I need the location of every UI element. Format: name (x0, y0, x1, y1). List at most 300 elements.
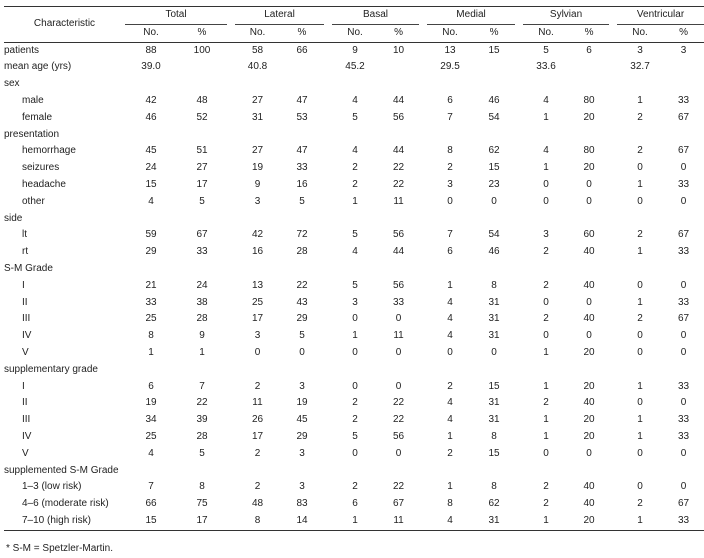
cell-percent: 5 (299, 330, 305, 342)
cell-count: 45 (145, 145, 157, 157)
column-gap (515, 143, 523, 160)
cell-count: 2 (254, 447, 261, 459)
cell-count: 58 (251, 44, 264, 56)
row-label: IV (22, 430, 32, 442)
column-gap (419, 328, 427, 345)
column-gap (515, 295, 523, 312)
column-gap (515, 412, 523, 429)
cell-count: 4 (148, 447, 154, 459)
column-gap (609, 76, 617, 93)
cell-percent (177, 127, 227, 144)
row-label: presentation (4, 128, 60, 140)
cell-count (235, 261, 280, 278)
cell-count (617, 463, 663, 480)
cell-percent: 27 (196, 162, 208, 174)
column-gap (227, 143, 235, 160)
table-row (4, 194, 704, 211)
cell-count (235, 463, 280, 480)
cell-count: 2 (352, 414, 358, 426)
cell-count (617, 127, 663, 144)
pct-header: % (569, 24, 609, 42)
table-row (4, 295, 704, 312)
no-header: No. (125, 24, 177, 42)
cell-count (523, 127, 569, 144)
cell-count: 24 (145, 162, 157, 174)
cell-percent (177, 211, 227, 228)
cell-count: 6 (148, 380, 154, 392)
cell-percent (569, 211, 609, 228)
column-gap (609, 261, 617, 278)
column-gap (419, 227, 427, 244)
column-gap (609, 446, 617, 463)
column-gap (609, 278, 617, 295)
column-gap (419, 261, 427, 278)
cell-count (332, 261, 378, 278)
cell-count: 8 (148, 330, 154, 342)
cell-percent (177, 76, 227, 93)
table-row (4, 143, 704, 160)
no-header: No. (332, 24, 378, 42)
cell-percent (663, 261, 704, 278)
row-label: supplementary grade (4, 363, 98, 375)
column-gap (609, 127, 617, 144)
column-gap (515, 362, 523, 379)
cell-count: 2 (352, 397, 358, 409)
cell-count (332, 127, 378, 144)
column-gap (515, 194, 523, 211)
row-label: V (22, 346, 29, 358)
cell-count: 34 (145, 414, 157, 426)
cell-count (125, 127, 177, 144)
group-header-total: Total (125, 7, 227, 25)
table-row (4, 311, 704, 328)
cell-count: 1 (543, 430, 549, 442)
cell-count: 3 (352, 296, 358, 308)
cell-percent: 80 (583, 94, 595, 106)
cell-percent: 5 (199, 447, 205, 459)
cell-percent (569, 362, 609, 379)
cell-count (427, 362, 473, 379)
table-row (4, 76, 704, 93)
column-gap (515, 345, 523, 362)
column-gap (515, 395, 523, 412)
cell-percent: 8 (491, 430, 497, 442)
cell-percent: 40 (583, 481, 595, 493)
cell-count: 42 (251, 229, 264, 241)
column-gap (324, 143, 332, 160)
cell-count: 0 (543, 178, 549, 190)
column-gap (515, 93, 523, 110)
cell-percent (473, 463, 515, 480)
column-gap (419, 513, 427, 530)
row-label: 4–6 (moderate risk) (22, 498, 109, 510)
cell-count: 45.2 (345, 61, 365, 73)
column-gap (324, 244, 332, 261)
column-gap (609, 211, 617, 228)
cell-count: 9 (352, 44, 358, 56)
cell-percent: 45 (296, 414, 308, 426)
column-gap (609, 227, 617, 244)
table-row (4, 127, 704, 144)
column-gap (609, 59, 617, 76)
cell-percent: 20 (583, 380, 595, 392)
column-gap (515, 127, 523, 144)
cell-percent (473, 211, 515, 228)
cell-percent: 14 (280, 513, 324, 530)
cell-count: 15 (125, 513, 177, 530)
cell-count: 19 (145, 397, 157, 409)
cell-percent: 72 (296, 229, 308, 241)
cell-count (523, 362, 569, 379)
cell-count: 6 (447, 94, 453, 106)
cell-count: 1 (637, 380, 643, 392)
cell-count: 4 (543, 145, 549, 157)
cell-percent: 67 (392, 498, 405, 510)
cell-percent: 40 (583, 397, 595, 409)
column-gap (419, 379, 427, 396)
cell-percent: 31 (488, 330, 500, 342)
table-row (4, 463, 704, 480)
cell-count: 1 (543, 346, 549, 358)
cell-percent: 60 (583, 229, 595, 241)
cell-count: 2 (543, 313, 549, 325)
cell-percent: 29 (296, 313, 308, 325)
cell-count: 25 (145, 313, 157, 325)
column-gap (419, 244, 427, 261)
column-gap (227, 110, 235, 127)
column-gap (515, 76, 523, 93)
column-gap (515, 244, 523, 261)
cell-percent: 0 (680, 195, 687, 207)
cell-count: 13 (444, 44, 456, 56)
table-row (4, 93, 704, 110)
cell-count: 1 (637, 246, 643, 258)
cell-percent: 11 (393, 330, 404, 342)
column-gap (227, 463, 235, 480)
cell-count (427, 127, 473, 144)
cell-percent: 29 (296, 430, 308, 442)
column-gap (227, 59, 235, 76)
column-gap (515, 227, 523, 244)
cell-percent: 31 (488, 296, 500, 308)
column-gap (515, 429, 523, 446)
cell-percent: 38 (196, 296, 208, 308)
cell-percent: 3 (299, 380, 305, 392)
cell-count: 0 (637, 397, 643, 409)
cell-count: 17 (251, 313, 264, 325)
cell-count (427, 76, 473, 93)
cell-percent: 40 (583, 498, 595, 510)
cell-percent: 62 (488, 145, 500, 157)
cell-count: 4 (148, 195, 154, 207)
group-header-basal: Basal (332, 7, 419, 25)
cell-count: 2 (352, 178, 358, 190)
cell-count: 0 (637, 195, 643, 207)
column-gap (609, 412, 617, 429)
cell-count: 2 (637, 145, 643, 157)
cell-percent: 0 (680, 162, 687, 174)
row-label: V (22, 447, 29, 459)
column-gap (609, 143, 617, 160)
cell-count: 39.0 (141, 61, 161, 73)
table-row (4, 59, 704, 76)
column-gap (324, 211, 332, 228)
cell-percent: 67 (677, 313, 690, 325)
column-gap (419, 463, 427, 480)
pct-header: % (663, 24, 704, 42)
column-gap (227, 177, 235, 194)
column-gap (515, 446, 523, 463)
cell-percent: 9 (199, 330, 205, 342)
column-gap (419, 345, 427, 362)
cell-percent: 33 (677, 178, 690, 190)
cell-count (332, 211, 378, 228)
column-gap (227, 76, 235, 93)
column-gap (419, 76, 427, 93)
cell-count: 29 (145, 246, 157, 258)
cell-count: 25 (145, 430, 157, 442)
column-gap (419, 160, 427, 177)
cell-count: 25 (251, 296, 264, 308)
column-gap (515, 59, 523, 76)
cell-count: 2 (637, 111, 643, 123)
cell-percent (473, 127, 515, 144)
cell-count: 1 (352, 195, 358, 207)
cell-count: 2 (254, 380, 261, 392)
cell-percent: 33 (677, 94, 690, 106)
column-gap (324, 362, 332, 379)
cell-count: 2 (447, 447, 453, 459)
column-gap (227, 362, 235, 379)
cell-count: 21 (145, 279, 157, 291)
cell-percent: 0 (395, 346, 402, 358)
cell-percent: 67 (677, 111, 690, 123)
column-gap (324, 227, 332, 244)
cell-percent (280, 362, 324, 379)
row-label: male (22, 94, 44, 106)
cell-percent: 56 (392, 279, 405, 291)
table-row (4, 261, 704, 278)
cell-count: 2 (447, 162, 453, 174)
column-gap (324, 59, 332, 76)
cell-percent: 54 (488, 111, 500, 123)
cell-percent: 33 (663, 513, 704, 530)
row-label: rt (22, 246, 29, 258)
cell-count: 2 (637, 313, 643, 325)
cell-percent: 46 (488, 246, 500, 258)
column-gap (324, 429, 332, 446)
characteristic-header: Characteristic (4, 7, 125, 43)
cell-percent: 0 (395, 380, 402, 392)
cell-count: 8 (235, 513, 280, 530)
column-gap (324, 311, 332, 328)
cell-count: 1 (352, 330, 358, 342)
table-row (4, 513, 704, 530)
cell-percent: 22 (392, 178, 405, 190)
table-row (4, 42, 704, 59)
table-row (4, 160, 704, 177)
column-gap (419, 194, 427, 211)
column-gap (227, 513, 235, 530)
cell-count (235, 76, 280, 93)
cell-percent: 33 (296, 162, 308, 174)
cell-percent: 51 (196, 145, 208, 157)
cell-percent: 40 (583, 279, 595, 291)
cell-count: 0 (254, 346, 261, 358)
cell-count: 46 (145, 111, 157, 123)
cell-count: 2 (543, 498, 549, 510)
cell-percent: 20 (583, 162, 595, 174)
cell-count: 40.8 (247, 61, 268, 73)
column-gap (227, 496, 235, 513)
cell-percent: 46 (488, 94, 500, 106)
cell-percent: 20 (583, 111, 595, 123)
cell-count: 2 (637, 498, 643, 510)
cell-percent: 22 (392, 481, 405, 493)
row-label: side (4, 212, 23, 224)
row-label: 1–3 (low risk) (22, 481, 82, 493)
cell-count: 1 (543, 111, 549, 123)
table-row (4, 278, 704, 295)
cell-count: 1 (543, 414, 549, 426)
cell-percent (569, 59, 609, 76)
cell-percent: 33 (392, 296, 405, 308)
cell-percent: 28 (296, 246, 308, 258)
cell-percent: 0 (586, 195, 592, 207)
cell-count: 29.5 (440, 61, 460, 73)
column-gap (609, 463, 617, 480)
cell-count: 2 (254, 481, 261, 493)
column-gap (419, 395, 427, 412)
column-gap (227, 395, 235, 412)
cell-count: 8 (447, 145, 453, 157)
cell-count: 4 (447, 296, 453, 308)
table-row (4, 328, 704, 345)
cell-count (523, 76, 569, 93)
cell-percent: 33 (677, 380, 690, 392)
cell-percent: 52 (196, 111, 208, 123)
column-gap (609, 194, 617, 211)
cell-percent: 0 (491, 195, 497, 207)
cell-count: 7 (447, 111, 453, 123)
cell-percent (569, 463, 609, 480)
column-gap (324, 479, 332, 496)
cell-percent: 8 (199, 481, 205, 493)
cell-percent (378, 261, 419, 278)
column-gap (227, 446, 235, 463)
cell-percent: 19 (296, 397, 308, 409)
cell-count: 0 (637, 330, 643, 342)
cell-count: 1 (523, 513, 569, 530)
cell-percent: 3 (299, 481, 305, 493)
column-gap (515, 379, 523, 396)
cell-count: 2 (637, 229, 643, 241)
cell-percent (177, 463, 227, 480)
pct-header: % (378, 24, 419, 42)
cell-count (125, 76, 177, 93)
cell-count: 15 (145, 178, 157, 190)
cell-count: 5 (352, 229, 358, 241)
column-gap (419, 479, 427, 496)
cell-percent (378, 211, 419, 228)
row-label: patients (4, 44, 40, 56)
cell-percent (663, 362, 704, 379)
cell-percent: 56 (392, 229, 405, 241)
cell-percent: 43 (296, 296, 308, 308)
cell-percent: 75 (196, 498, 208, 510)
cell-count (125, 362, 177, 379)
row-label: hemorrhage (22, 145, 76, 157)
cell-percent: 0 (680, 447, 687, 459)
cell-percent: 10 (392, 44, 405, 56)
column-gap (609, 177, 617, 194)
cell-percent: 56 (392, 111, 405, 123)
table-row (4, 412, 704, 429)
pct-header: % (177, 24, 227, 42)
cell-count: 0 (543, 296, 549, 308)
group-header-ventricular: Ventricular (617, 7, 704, 25)
cell-percent: 0 (680, 397, 687, 409)
row-label: lt (22, 229, 27, 241)
cell-percent: 33 (677, 296, 690, 308)
pct-header: % (473, 24, 515, 42)
column-gap (609, 345, 617, 362)
column-gap (227, 412, 235, 429)
column-gap (419, 295, 427, 312)
column-gap (227, 93, 235, 110)
column-gap (609, 295, 617, 312)
cell-count: 17 (251, 430, 264, 442)
cell-count (427, 261, 473, 278)
cell-count: 66 (145, 498, 157, 510)
column-gap (324, 463, 332, 480)
table-row (4, 345, 704, 362)
cell-percent: 15 (488, 380, 500, 392)
column-gap (609, 110, 617, 127)
cell-count: 13 (251, 279, 264, 291)
column-gap (515, 513, 523, 530)
column-gap (324, 379, 332, 396)
cell-percent: 23 (488, 178, 500, 190)
column-gap (419, 110, 427, 127)
cell-percent: 7 (199, 380, 205, 392)
cell-count (523, 261, 569, 278)
cell-count: 27 (251, 94, 264, 106)
column-gap (324, 76, 332, 93)
column-gap (227, 160, 235, 177)
row-label: female (22, 111, 53, 123)
cell-count: 26 (251, 414, 264, 426)
cell-percent: 17 (177, 513, 227, 530)
cell-count: 2 (543, 481, 549, 493)
cell-percent (177, 362, 227, 379)
cell-percent: 20 (583, 346, 595, 358)
cell-percent: 33 (677, 414, 690, 426)
column-gap (515, 261, 523, 278)
cell-percent: 44 (392, 145, 405, 157)
cell-count: 5 (352, 279, 358, 291)
column-gap (227, 311, 235, 328)
cell-percent (663, 59, 704, 76)
cell-count: 3 (254, 330, 261, 342)
column-gap (419, 143, 427, 160)
cell-percent: 22 (196, 397, 208, 409)
cell-percent: 31 (473, 513, 515, 530)
no-header: No. (235, 24, 280, 42)
cell-percent (663, 211, 704, 228)
data-table (4, 6, 704, 531)
column-gap (419, 211, 427, 228)
